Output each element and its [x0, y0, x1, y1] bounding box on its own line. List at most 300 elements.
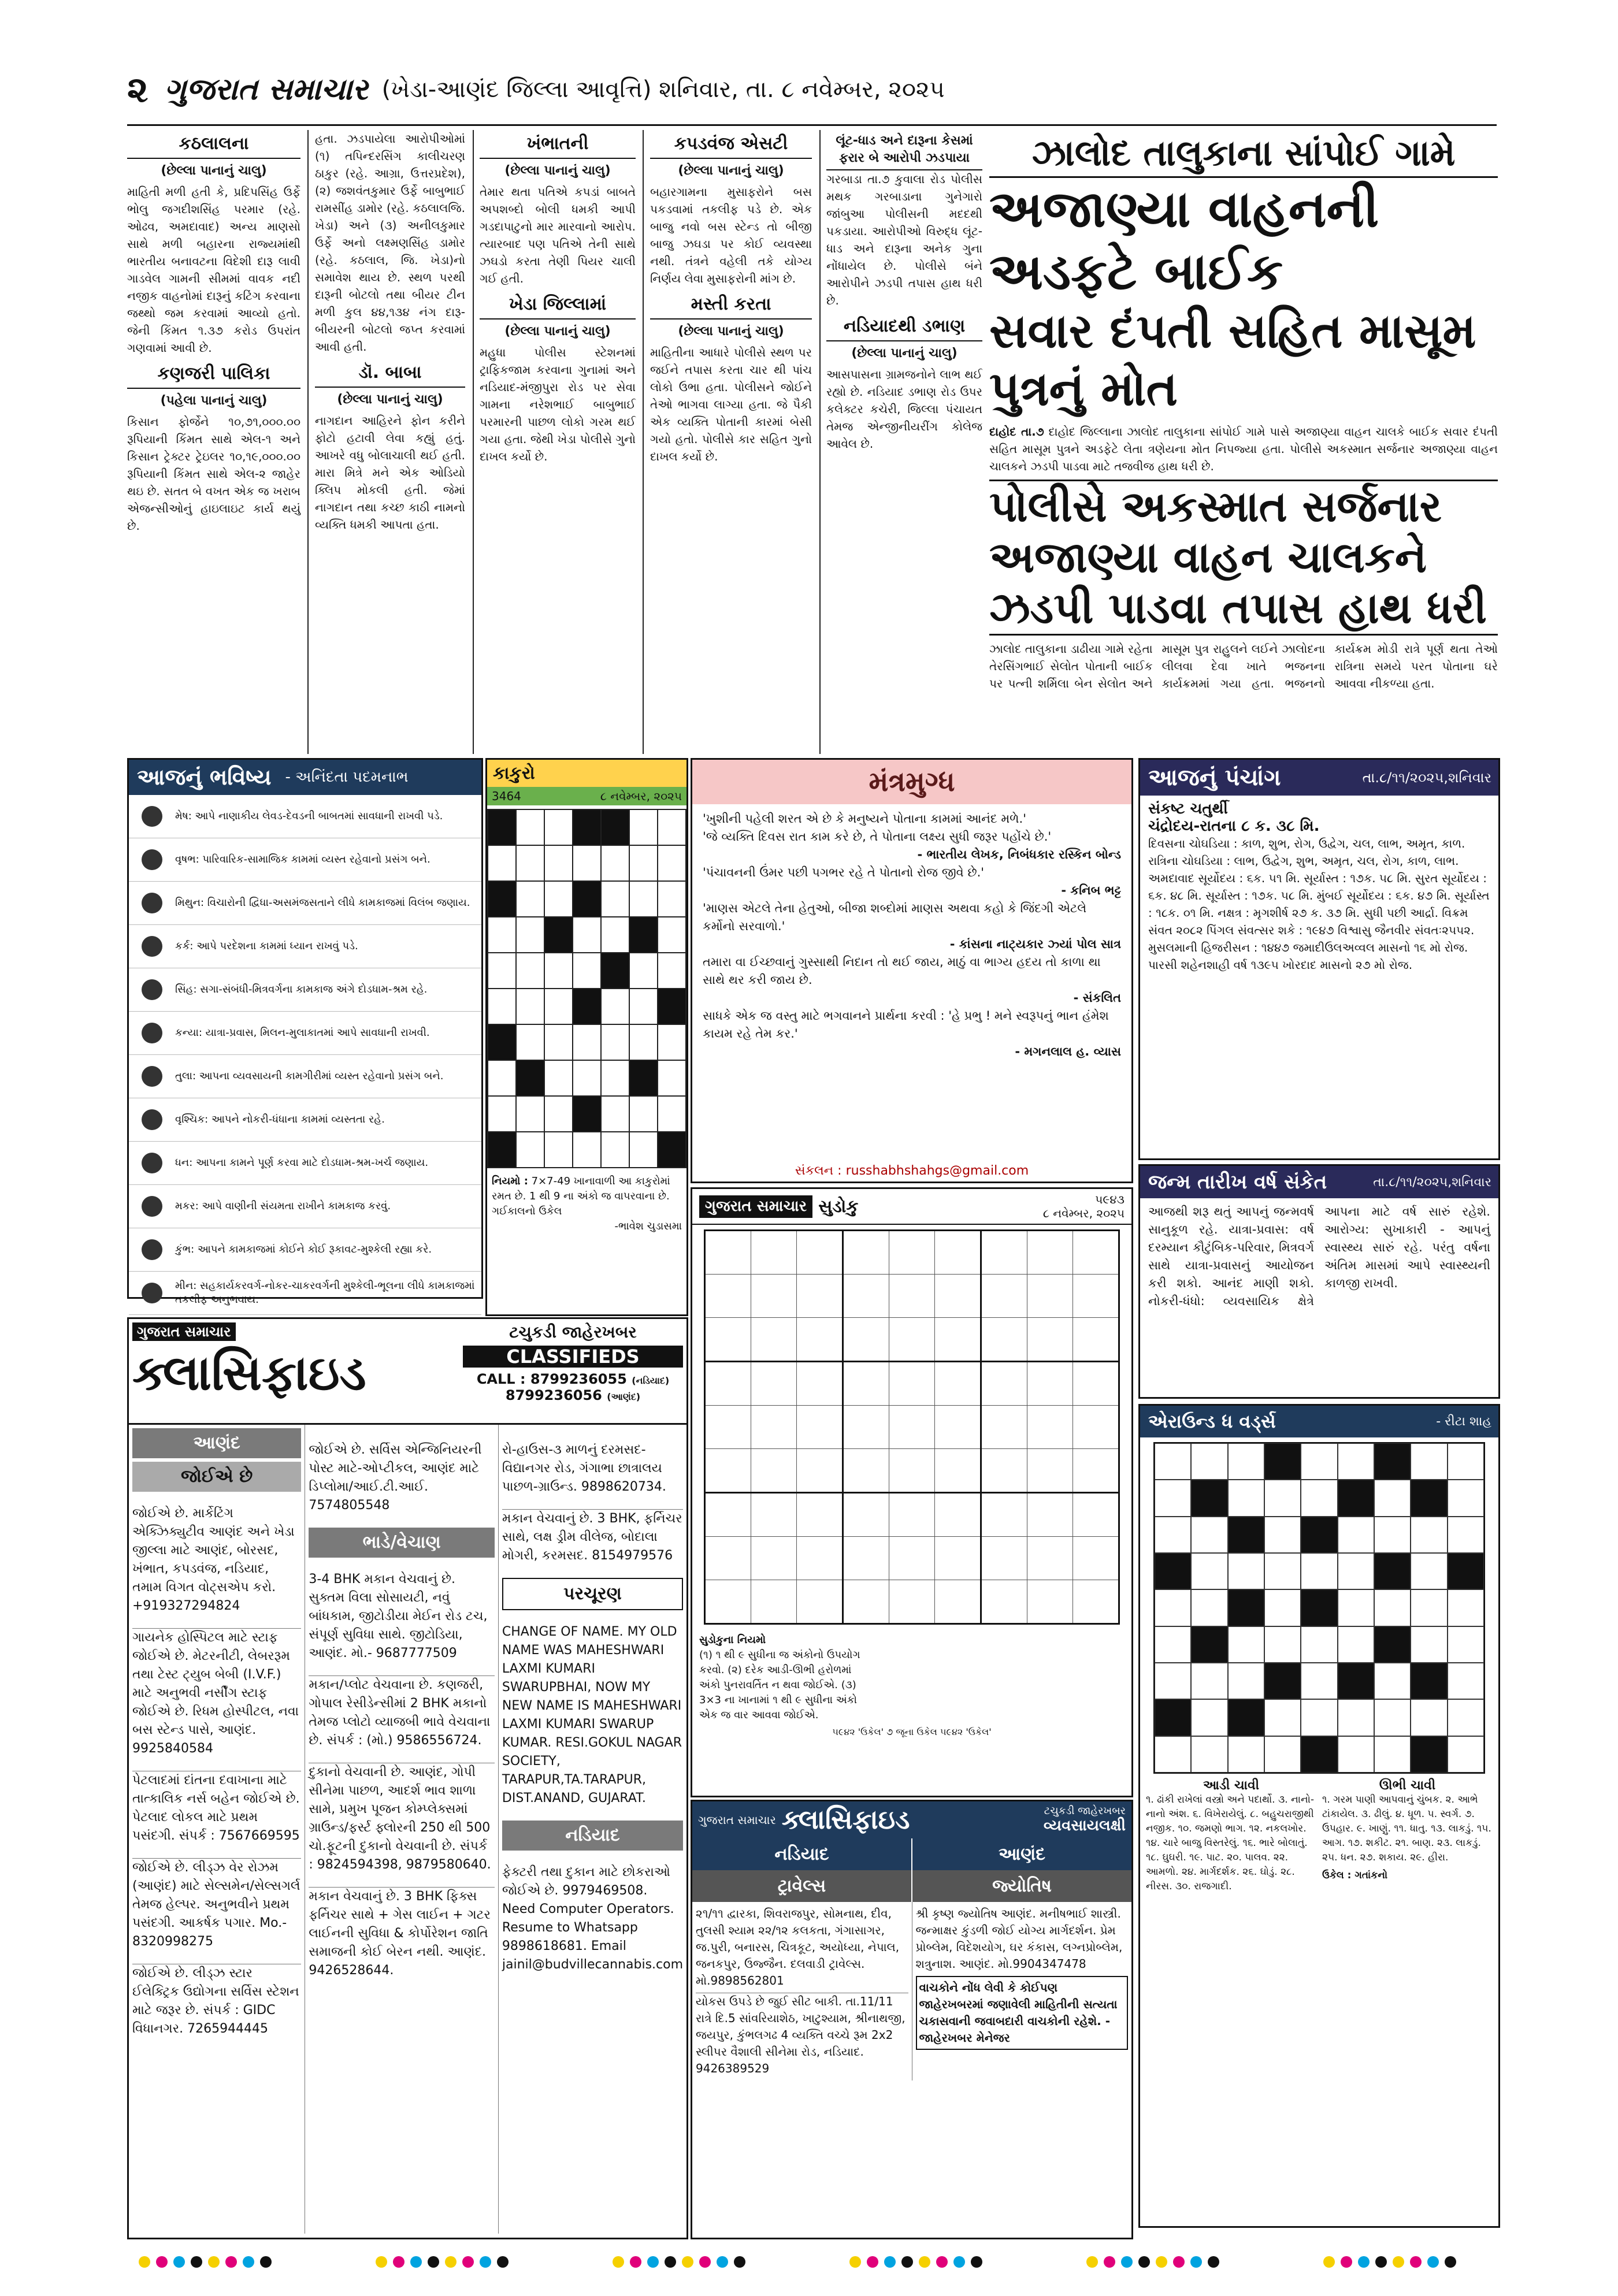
registration-dot — [1410, 2256, 1422, 2268]
horoscope-text: ધન: આપના કામને પૂર્ણ કરવા માટે દોડધામ-શ્રમ-ખર્ચ જણાય. — [175, 1157, 429, 1169]
sudoku-cell[interactable] — [981, 1406, 1027, 1449]
kakuro-cell[interactable] — [601, 1024, 629, 1060]
sudoku-cell[interactable] — [705, 1406, 751, 1449]
crossword-cell[interactable] — [1374, 1699, 1411, 1736]
crossword-cell[interactable] — [1191, 1553, 1227, 1589]
sudoku-cell[interactable] — [705, 1362, 751, 1406]
sudoku-cell[interactable] — [935, 1449, 981, 1493]
quote-author: - કનિબ ભટ્ટ — [1061, 883, 1121, 897]
sudoku-cell[interactable] — [1073, 1493, 1119, 1537]
sudoku-cell[interactable] — [797, 1362, 843, 1406]
kakuro-cell[interactable] — [573, 1132, 601, 1168]
crossword-cell[interactable] — [1155, 1736, 1191, 1773]
sudoku-cell[interactable] — [1073, 1231, 1119, 1275]
article-body: આસપાસના ગ્રામજનોને લાભ થઈ રહ્યો છે. નડિયાદ ડભાણ રોડ ઉપર કલેક્ટર કચેરી, જિલ્લા પંચાયત તેમજ એન્જીનીયરીંગ કોલેજ આવેલ છે. — [826, 367, 982, 451]
sudoku-cell[interactable] — [751, 1275, 797, 1318]
sudoku-cell[interactable] — [1027, 1449, 1073, 1493]
crossword-block — [1301, 1517, 1337, 1553]
reader-note: વાચકોને નોંધ લેવી કે કોઈપણ જાહેરખબરમાં જણાવેલી માહિતીની સત્યતા ચકાસવાની જવાબદારી વાચકોની રહેશે. - જાહેરખબર મેનેજર — [916, 1976, 1129, 2050]
horoscope-text: મિથુન: વિચારોની દ્વિધા-અસમંજસતાને લીધે કામકાજમાં વિલંબ જણાય. — [175, 897, 470, 909]
crossword-cell[interactable] — [1448, 1589, 1484, 1626]
registration-dot — [647, 2256, 659, 2268]
sudoku-cell[interactable] — [705, 1231, 751, 1275]
crossword-cell[interactable] — [1191, 1736, 1227, 1773]
sudoku-cell[interactable] — [751, 1493, 797, 1537]
crossword-block — [1448, 1553, 1484, 1589]
classified-brand: ગુજરાત સમાચાર — [132, 1322, 236, 1341]
masthead — [127, 55, 1497, 126]
registration-dot — [497, 2256, 509, 2268]
registration-dot — [1445, 2256, 1456, 2268]
sudoku-cell[interactable] — [1027, 1362, 1073, 1406]
crossword-block — [1411, 1480, 1447, 1516]
crossword-cell[interactable] — [1411, 1699, 1447, 1736]
crossword-block — [1228, 1589, 1264, 1626]
sudoku-cell[interactable] — [751, 1318, 797, 1362]
sudoku-cell[interactable] — [843, 1406, 889, 1449]
crossword-block — [1155, 1553, 1191, 1589]
kakuro-cell[interactable] — [658, 809, 686, 845]
divider — [307, 130, 309, 754]
registration-dot — [462, 2256, 474, 2268]
kakuro-cell[interactable] — [573, 917, 601, 953]
crossword-cell[interactable] — [1228, 1480, 1264, 1516]
sudoku-cell[interactable] — [935, 1580, 981, 1624]
horoscope-text: કર્ક: આપે પરદેશના કામમાં ધ્યાન રાખવું પડે. — [175, 940, 358, 952]
section-travels: ટ્રાવેલ્સ — [692, 1870, 911, 1902]
sudoku-cell[interactable] — [1073, 1580, 1119, 1624]
crossword-cell[interactable] — [1448, 1736, 1484, 1773]
sudoku-cell[interactable] — [981, 1493, 1027, 1537]
lead-body: દાહોદ જિલ્લાના ઝાલોદ તાલુકાના સાંપોઈ ગામે પાસે અજાણ્યા વાહન ચાલકે બાઈક સવાર દંપતી સહિત માસૂમ પુત્રને અડફેટે લેતા ત્રણેયના મોત નિપજ્યા હતા. પોલીસે અકસ્માત સર્જનાર અજાણ્યા વાહન ચાલકને ઝડપી પાડવા માટે તજવીજ હાથ ધરી છે. — [989, 425, 1498, 473]
phone-anand[interactable]: 8799236056 — [505, 1387, 602, 1403]
crossword-cell[interactable] — [1264, 1517, 1301, 1553]
kakuro-block — [488, 1132, 516, 1168]
crossword-cell[interactable] — [1411, 1517, 1447, 1553]
kakuro-cell[interactable] — [601, 845, 629, 881]
registration-dot — [1086, 2256, 1098, 2268]
business-ad: શ્રી કૃષ્ણ જ્યોતિષ આણંદ. મનીષભાઈ શાસ્ત્રી. જન્માક્ષર કુંડળી જોઈ યોગ્ય માર્ગદર્શન. પ્રેમ પ્રોબ્લેમ, વિદેશયોગ, ઘર કંકાસ, લગ્નપ્રોબ્લેમ, શત્રુનાશ. આણંદ. મો.9904347478 — [915, 1907, 1123, 1971]
crossword-cell[interactable] — [1411, 1553, 1447, 1589]
crossword-cell[interactable] — [1374, 1517, 1411, 1553]
horoscope-text: વૃશ્ચિક: આપને નોકરી-ધંધાના કામમાં વ્યસ્તતા રહે. — [175, 1113, 385, 1125]
registration-marks — [139, 2256, 1554, 2268]
registration-dot — [1104, 2256, 1115, 2268]
sudoku-cell[interactable] — [705, 1493, 751, 1537]
kakuro-cell[interactable] — [544, 881, 573, 917]
sudoku-cell[interactable] — [751, 1362, 797, 1406]
phone-nadiad[interactable]: 8799236055 — [530, 1371, 627, 1387]
contact-line: સંકલન : russhabhshahgs@gmail.com — [795, 1164, 1029, 1178]
mantramugdh-title: મંત્રમુગ્ધ — [692, 760, 1131, 804]
kakuro-cell[interactable] — [488, 1096, 516, 1132]
zodiac-icon — [135, 974, 169, 1005]
crossword-cell[interactable] — [1228, 1553, 1264, 1589]
crossword-cell[interactable] — [1374, 1589, 1411, 1626]
sudoku-cell[interactable] — [889, 1537, 935, 1580]
sudoku-cell[interactable] — [981, 1449, 1027, 1493]
classified-ad: મકાન વેચવાનું છે. 3 BHK ફિક્સ ફર્નિચર સાથે + ગેસ લાઈન + ગટર લાઈનની સુવિધા & કોર્પોરેશન જાતિ સમાજની કોઈ બેરન નથી. આણંદ. 9426528644. — [309, 1887, 495, 1980]
sudoku-cell[interactable] — [981, 1537, 1027, 1580]
kakuro-cell[interactable] — [516, 845, 544, 881]
crossword-cell[interactable] — [1191, 1699, 1227, 1736]
kakuro-cell[interactable] — [488, 845, 516, 881]
kakuro-cell[interactable] — [488, 989, 516, 1024]
sudoku-cell[interactable] — [797, 1449, 843, 1493]
section-anand: આણંદ — [132, 1428, 301, 1458]
registration-dot — [156, 2256, 168, 2268]
registration-dot — [480, 2256, 491, 2268]
kakuro-cell[interactable] — [516, 1132, 544, 1168]
headline: કણજરી પાલિકા — [127, 360, 300, 389]
crossword-cell[interactable] — [1411, 1589, 1447, 1626]
crossword-cell[interactable] — [1338, 1626, 1374, 1663]
crossword-block — [1301, 1589, 1337, 1626]
sudoku-cell[interactable] — [981, 1231, 1027, 1275]
sudoku-cell[interactable] — [1073, 1537, 1119, 1580]
crossword-cell[interactable] — [1155, 1517, 1191, 1553]
article-body: બહારગામના મુસાફરોને બસ પકડવામાં તકલીફ પડે છે. એક બાજુ નવો બસ સ્ટેન્ડ તો બીજી બાજુ ઝઘડા પર કોઈ વ્યવસ્થા નથી. તંત્રને વહેલી તકે યોગ્ય નિર્ણય લેવા મુસાફરોની માંગ છે. — [650, 185, 812, 285]
crossword-block — [1374, 1443, 1411, 1480]
sudoku-cell[interactable] — [889, 1275, 935, 1318]
kakuro-cell[interactable] — [629, 809, 658, 845]
sudoku-cell[interactable] — [843, 1362, 889, 1406]
kakuro-grid[interactable] — [487, 809, 686, 1168]
crossword-cell[interactable] — [1448, 1480, 1484, 1516]
crossword-cell[interactable] — [1411, 1443, 1447, 1480]
crossword-cell[interactable] — [1155, 1663, 1191, 1699]
crossword-cell[interactable] — [1155, 1626, 1191, 1663]
sudoku-cell[interactable] — [1027, 1318, 1073, 1362]
classified-ad: દુકાનો વેચવાની છે. આણંદ, ગોપી સીનેમા પાછળ, આદર્શ ભાવ શાળા સામે, પ્રમુખ પૂજન કોમ્પ્લેક્સમાં ગ્રાઉન્ડ/ફર્સ્ટ ફ્લોરની 250 થી 500 ચો.ફૂટની દુકાનો વેચવાની છે. સંપર્ક : 9824594398, 9879580640. — [309, 1763, 495, 1874]
registration-dot — [1358, 2256, 1370, 2268]
kakuro-block — [658, 1132, 686, 1168]
kakuro-cell[interactable] — [658, 1024, 686, 1060]
sudoku-cell[interactable] — [843, 1537, 889, 1580]
kakuro-cell[interactable] — [629, 845, 658, 881]
sudoku-cell[interactable] — [889, 1231, 935, 1275]
horoscope-text: કુંભ: આપને કામકાજમાં કોઈને કોઈ રૂકાવટ-મુશ્કેલી રહ્યા કરે. — [175, 1243, 432, 1255]
sudoku-cell[interactable] — [751, 1231, 797, 1275]
sudoku-cell[interactable] — [843, 1231, 889, 1275]
sudoku-cell[interactable] — [1027, 1537, 1073, 1580]
kakuro-cell[interactable] — [516, 917, 544, 953]
kakuro-cell[interactable] — [488, 1060, 516, 1096]
kakuro-cell[interactable] — [601, 989, 629, 1024]
kakuro-cell[interactable] — [601, 1096, 629, 1132]
crossword-cell[interactable] — [1155, 1480, 1191, 1516]
kakuro-cell[interactable] — [516, 809, 544, 845]
sudoku-cell[interactable] — [981, 1318, 1027, 1362]
sudoku-cell[interactable] — [935, 1493, 981, 1537]
sudoku-cell[interactable] — [751, 1537, 797, 1580]
classified-ad: રો-હાઉસ-૩ માળનું દરમસદ-વિદ્યાનગર રોડ, ગંગાભા છાત્રાલય પાછળ-ગ્રાઉન્ડ. 9898620734. — [502, 1443, 666, 1494]
paper-title: ગુજરાત સમાચાર — [164, 72, 368, 107]
crossword-cell[interactable] — [1338, 1699, 1374, 1736]
sudoku-cell[interactable] — [889, 1493, 935, 1537]
sudoku-cell[interactable] — [705, 1537, 751, 1580]
kakuro-cell[interactable] — [544, 845, 573, 881]
sudoku-cell[interactable] — [981, 1362, 1027, 1406]
sudoku-cell[interactable] — [843, 1318, 889, 1362]
crossword-cell[interactable] — [1301, 1443, 1337, 1480]
sudoku-cell[interactable] — [889, 1362, 935, 1406]
sudoku-cell[interactable] — [797, 1406, 843, 1449]
crossword-cell[interactable] — [1228, 1443, 1264, 1480]
crossword-cell[interactable] — [1264, 1736, 1301, 1773]
headline: નડિયાદથી ડભાણ — [826, 313, 982, 341]
crossword-cell[interactable] — [1448, 1663, 1484, 1699]
sudoku-cell[interactable] — [797, 1275, 843, 1318]
kakuro-cell[interactable] — [629, 1132, 658, 1168]
crossword-cell[interactable] — [1191, 1443, 1227, 1480]
crossword-cell[interactable] — [1191, 1589, 1227, 1626]
panchang-box — [1138, 758, 1500, 1160]
sudoku-cell[interactable] — [797, 1580, 843, 1624]
zodiac-icon — [135, 844, 169, 875]
sudoku-cell[interactable] — [705, 1580, 751, 1624]
sudoku-cell[interactable] — [889, 1406, 935, 1449]
kakuro-cell[interactable] — [658, 881, 686, 917]
sudoku-cell[interactable] — [705, 1449, 751, 1493]
zodiac-icon — [135, 801, 169, 832]
kakuro-cell[interactable] — [544, 1024, 573, 1060]
horoscope-text: મીન: સહકાર્યકરવર્ગ-નોકર-ચાકરવર્ગની મુશ્કેલી-ભૂલના લીધે કામકાજમાં તકલીફ અનુભવાય. — [175, 1280, 475, 1306]
sudoku-cell[interactable] — [1027, 1406, 1073, 1449]
crossword-cell[interactable] — [1374, 1736, 1411, 1773]
article-garbada — [826, 130, 982, 754]
horoscope-row — [129, 838, 481, 882]
kakuro-cell[interactable] — [573, 1060, 601, 1096]
sudoku-cell[interactable] — [1027, 1580, 1073, 1624]
continued-label: (છેલ્લા પાનાનું ચાલુ) — [851, 346, 958, 361]
sudoku-cell[interactable] — [843, 1449, 889, 1493]
kakuro-block — [573, 989, 601, 1024]
sudoku-cell[interactable] — [797, 1537, 843, 1580]
sudoku-cell[interactable] — [797, 1231, 843, 1275]
sudoku-cell[interactable] — [843, 1275, 889, 1318]
crossword-cell[interactable] — [1448, 1443, 1484, 1480]
crossword-cell[interactable] — [1374, 1663, 1411, 1699]
crossword-block — [1228, 1699, 1264, 1736]
sudoku-cell[interactable] — [1027, 1493, 1073, 1537]
crossword-cell[interactable] — [1338, 1553, 1374, 1589]
crossword-cell[interactable] — [1264, 1553, 1301, 1589]
sudoku-cell[interactable] — [1027, 1275, 1073, 1318]
kakuro-cell[interactable] — [544, 989, 573, 1024]
sudoku-cell[interactable] — [935, 1231, 981, 1275]
sudoku-cell[interactable] — [935, 1406, 981, 1449]
section-wanted: જોઈએ છે — [132, 1462, 301, 1492]
kakuro-cell[interactable] — [573, 1024, 601, 1060]
kakuro-cell[interactable] — [658, 953, 686, 989]
crossword-cell[interactable] — [1448, 1517, 1484, 1553]
kakuro-cell[interactable] — [601, 1060, 629, 1096]
birthday-title: જન્મ તારીખ વર્ષ સંકેત — [1148, 1171, 1327, 1194]
kakuro-cell[interactable] — [544, 809, 573, 845]
phone-anand-note: (આણંદ) — [607, 1391, 641, 1402]
business-tag: ટચુકડી જાહેરખબર — [1044, 1805, 1126, 1817]
sudoku-cell[interactable] — [1073, 1406, 1119, 1449]
crossword-cell[interactable] — [1448, 1626, 1484, 1663]
kakuro-date: ૮ નવેમ્બર, ૨૦૨૫ — [600, 789, 682, 803]
kakuro-cell[interactable] — [601, 881, 629, 917]
business-sub: વ્યવસાયલક્ષી — [1043, 1817, 1126, 1834]
sudoku-cell[interactable] — [935, 1537, 981, 1580]
crossword-cell[interactable] — [1191, 1517, 1227, 1553]
kakuro-cell[interactable] — [658, 1060, 686, 1096]
horoscope-text: સિંહ: સગા-સંબંધી-મિત્રવર્ગના કામકાજ અંગે દોડધામ-શ્રમ રહે. — [175, 983, 428, 995]
call-label: CALL : — [476, 1371, 526, 1387]
crossword-cell[interactable] — [1228, 1663, 1264, 1699]
sudoku-cell[interactable] — [981, 1275, 1027, 1318]
crossword-author: - રીટા શાહ — [1436, 1414, 1491, 1429]
crossword-cell[interactable] — [1448, 1699, 1484, 1736]
mantramugdh-box — [691, 758, 1133, 1183]
kakuro-cell[interactable] — [516, 989, 544, 1024]
registration-dot — [225, 2256, 237, 2268]
crossword-cell[interactable] — [1301, 1553, 1337, 1589]
sudoku-cell[interactable] — [1027, 1231, 1073, 1275]
sudoku-cell[interactable] — [1073, 1318, 1119, 1362]
horoscope-row — [129, 1055, 481, 1098]
section-nadiad: નડિયાદ — [502, 1821, 683, 1851]
kakuro-number: 3464 — [492, 789, 521, 803]
crossword-cell[interactable] — [1264, 1626, 1301, 1663]
sudoku-cell[interactable] — [751, 1449, 797, 1493]
crossword-cell[interactable] — [1301, 1663, 1337, 1699]
sudoku-cell[interactable] — [797, 1318, 843, 1362]
horoscope-list — [129, 795, 481, 1315]
sudoku-cell[interactable] — [889, 1318, 935, 1362]
sudoku-grid[interactable] — [704, 1229, 1120, 1625]
crossword-cell[interactable] — [1301, 1699, 1337, 1736]
crossword-cell[interactable] — [1264, 1699, 1301, 1736]
kakuro-cell[interactable] — [629, 1024, 658, 1060]
sudoku-cell[interactable] — [935, 1275, 981, 1318]
registration-dot — [849, 2256, 861, 2268]
kakuro-cell[interactable] — [629, 953, 658, 989]
horoscope-row — [129, 1098, 481, 1142]
divider — [643, 130, 644, 754]
crossword-cell[interactable] — [1191, 1663, 1227, 1699]
kakuro-cell[interactable] — [658, 917, 686, 953]
crossword-cell[interactable] — [1264, 1480, 1301, 1516]
sudoku-cell[interactable] — [705, 1275, 751, 1318]
crossword-cell[interactable] — [1228, 1736, 1264, 1773]
kakuro-title: કાકુરો — [493, 763, 535, 783]
zodiac-icon — [135, 1017, 169, 1049]
dateline: દાહોદ તા.૭ — [989, 425, 1044, 439]
crossword-cell[interactable] — [1228, 1626, 1264, 1663]
crossword-grid[interactable] — [1153, 1442, 1485, 1774]
kakuro-cell[interactable] — [544, 1096, 573, 1132]
kakuro-cell[interactable] — [516, 881, 544, 917]
kakuro-block — [516, 1060, 544, 1096]
zodiac-icon — [135, 1147, 169, 1179]
kakuro-cell[interactable] — [573, 845, 601, 881]
sudoku-cell[interactable] — [1073, 1362, 1119, 1406]
sudoku-cell[interactable] — [935, 1318, 981, 1362]
kakuro-cell[interactable] — [488, 953, 516, 989]
zodiac-icon — [135, 1277, 169, 1309]
horoscope-row — [129, 1012, 481, 1055]
sudoku-cell[interactable] — [843, 1580, 889, 1624]
down-title: ઊભી ચાવી — [1379, 1778, 1436, 1793]
horoscope-row — [129, 1272, 481, 1315]
crossword-cell[interactable] — [1301, 1480, 1337, 1516]
article-body: ગરબાડા તા.૭ કુવાલા રોડ પોલીસ મથક ગરબાડાના ગુનેગારો જાંબુઆ પોલીસની મદદથી પકડાયા. આરોપીઓ વિરુદ્ધ લૂંટ-ધાડ અને દારૂના અનેક ગુના નોંધાયેલ છે. પોલીસે બંને આરોપીને ઝડપી તપાસ હાથ ધરી છે. — [826, 172, 982, 307]
section-jyotish: જ્યોતિષ — [911, 1870, 1131, 1902]
crossword-cell[interactable] — [1338, 1736, 1374, 1773]
classified-ad: મકાન વેચવાનું છે. 3 BHK, ફર્નિચર સાથે, લક્ષ ડ્રીમ વીલેજ, બોદાલા મોગરી, કરમસદ. 8154979576 — [502, 1509, 683, 1565]
kakuro-block — [573, 1096, 601, 1132]
crossword-cell[interactable] — [1155, 1589, 1191, 1626]
sudoku-cell[interactable] — [1073, 1449, 1119, 1493]
sudoku-cell[interactable] — [889, 1449, 935, 1493]
kakuro-block — [629, 1060, 658, 1096]
kakuro-cell[interactable] — [601, 1132, 629, 1168]
sudoku-cell[interactable] — [1073, 1275, 1119, 1318]
kakuro-cell[interactable] — [544, 953, 573, 989]
credit: -ભાવેશ ચુડાસમા — [614, 1220, 682, 1232]
kakuro-cell[interactable] — [516, 1096, 544, 1132]
classified-ad: જોઈએ છે. લીડ્ઝ સ્ટાર ઈલેક્ટ્રિક ઉદ્યોગના સર્વિસ સ્ટેશન માટે જરૂર છે. સંપર્ક : GIDC વિધાનગર. 7265944445 — [132, 1964, 301, 2038]
kakuro-cell[interactable] — [629, 1096, 658, 1132]
classified-en: CLASSIFIEDS — [463, 1346, 683, 1368]
sudoku-cell[interactable] — [981, 1580, 1027, 1624]
kakuro-cell[interactable] — [573, 953, 601, 989]
sudoku-cell[interactable] — [935, 1362, 981, 1406]
quote: 'ખુશીની પહેલી શરત એ છે કે મનુષ્યને પોતાના કામમાં આનંદ મળે.' — [703, 812, 1026, 826]
kakuro-cell[interactable] — [516, 953, 544, 989]
kakuro-cell[interactable] — [629, 881, 658, 917]
lead-subheadline: પોલીસે અકસ્માત સર્જનાર અજાણ્યા વાહન ચાલકને ઝડપી પાડવા તપાસ હાથ ધરી — [989, 480, 1498, 636]
crossword-cell[interactable] — [1301, 1626, 1337, 1663]
kakuro-cell[interactable] — [488, 917, 516, 953]
kakuro-cell[interactable] — [601, 917, 629, 953]
kakuro-cell[interactable] — [544, 1132, 573, 1168]
sudoku-cell[interactable] — [751, 1406, 797, 1449]
sudoku-cell[interactable] — [751, 1580, 797, 1624]
kakuro-cell[interactable] — [629, 989, 658, 1024]
sudoku-cell[interactable] — [797, 1493, 843, 1537]
crossword-cell[interactable] — [1338, 1443, 1374, 1480]
crossword-cell[interactable] — [1155, 1443, 1191, 1480]
crossword-cell[interactable] — [1374, 1480, 1411, 1516]
crossword-cell[interactable] — [1338, 1517, 1374, 1553]
sudoku-cell[interactable] — [843, 1493, 889, 1537]
lead-body-2: ઝાલોદ તાલુકાના ડાઢીયા ગામે રહેતા તેરસિંગભાઈ સેલોત પોતાની બાઈક પર પત્ની શર્મિલા બેન સેલોત અને માસૂમ પુત્ર રાહુલને લઈને ઝાલોદના લીલવા દેવા ખાતે ભજનના કાર્યક્રમમાં ગયા હતા. ભજનનો કાર્યક્રમ મોડી રાત્રે પૂર્ણ થતા તેઓ રાત્રિના સમયે પરત પોતાના ઘરે આવવા નીકળ્યા હતા. — [989, 642, 1498, 690]
crossword-cell[interactable] — [1264, 1589, 1301, 1626]
horoscope-row — [129, 1228, 481, 1272]
article-body: હતા. ઝડપાયેલા આરોપીઓમાં (૧) તપિન્દરસિંગ કાલીચરણ ઠાકુર (રહે. આગ્રા, ઉત્તરપ્રદેશ), (૨) જશવંતકુમાર ઉર્ફે બાબુભાઈ રામસીંહ ડામોર (રહે. કઠલાલજિ. ખેડા) અને (૩) અનીલકુમાર ઉર્ફે અનો લક્ષ્મણસિંહ ડામોર (રહે. કઠલાલ, જિ. ખેડા)નો સમાવેશ થાય છે. સ્થળ પરથી દારૂની બોટલો તથા બીયર ટીન મળી કુલ ૪૪,૧૩૪ નંગ દારૂ-બીયરની બોટલો જપ્ત કરવામાં આવી હતી. — [315, 132, 465, 354]
crossword-block — [1411, 1663, 1447, 1699]
crossword-cell[interactable] — [1338, 1589, 1374, 1626]
kakuro-cell[interactable] — [658, 845, 686, 881]
registration-dot — [260, 2256, 272, 2268]
lead-kicker: ઝાલોદ તાલુકાના સાંપોઈ ગામે — [989, 130, 1498, 178]
kakuro-cell[interactable] — [516, 1024, 544, 1060]
sudoku-cell[interactable] — [705, 1318, 751, 1362]
horoscope-text: વૃષભ: પારિવારિક-સામાજિક કામમાં વ્યસ્ત રહેવાનો પ્રસંગ બને. — [175, 853, 431, 865]
sudoku-cell[interactable] — [889, 1580, 935, 1624]
kakuro-cell[interactable] — [544, 1060, 573, 1096]
registration-dot — [936, 2256, 948, 2268]
crossword-cell[interactable] — [1411, 1626, 1447, 1663]
kakuro-cell[interactable] — [658, 1096, 686, 1132]
crossword-block — [1155, 1699, 1191, 1736]
